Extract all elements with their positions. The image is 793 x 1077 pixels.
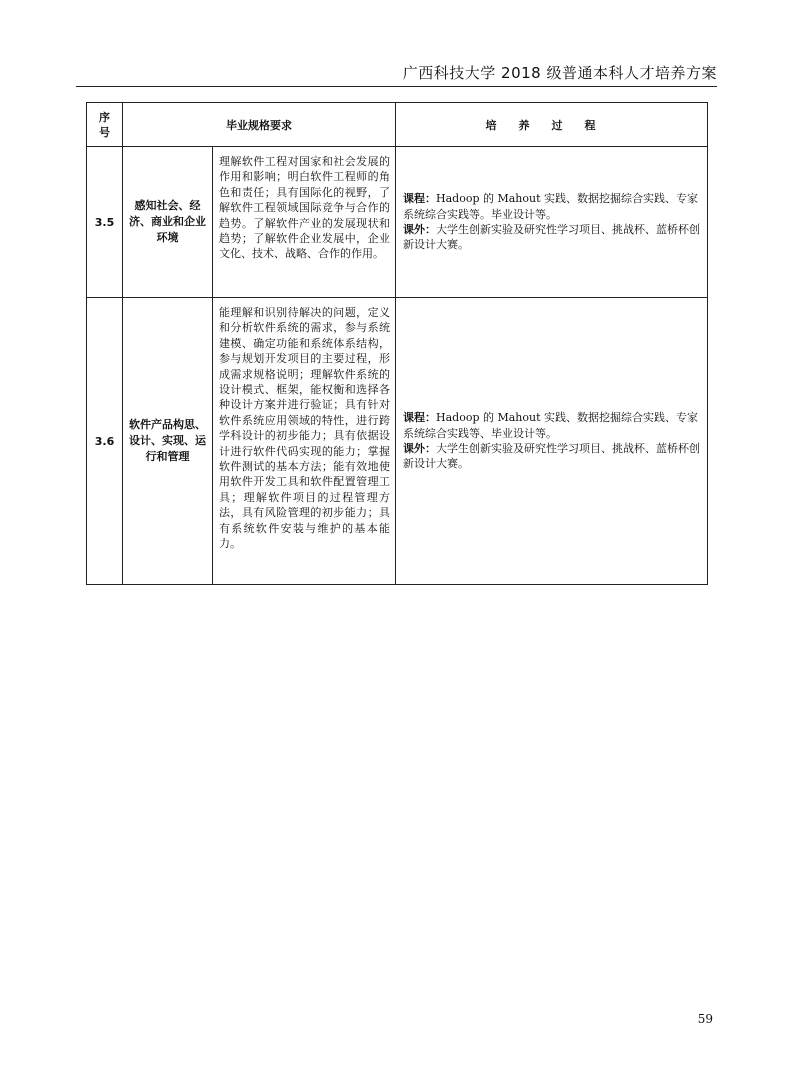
page-number: 59 — [697, 1012, 713, 1026]
table-row — [87, 147, 708, 298]
extracurricular-text: 大学生创新实验及研究性学习项目、挑战杯、蓝桥杯创新设计大赛。 — [403, 442, 700, 471]
header-rule — [76, 86, 717, 87]
course-line — [403, 191, 701, 222]
row-title: 感知社会、经济、商业和企业环境 — [123, 147, 213, 298]
header-seq — [87, 103, 123, 147]
extracurricular-label: 课外： — [403, 442, 436, 455]
course-text: Hadoop 的 Mahout 实践、数据挖掘综合实践、专家系统综合实践等。毕业设计等。 — [403, 192, 699, 221]
row-number: 3.6 — [87, 298, 123, 585]
table-header-row — [87, 103, 708, 147]
extracurricular-line — [403, 222, 701, 253]
extracurricular-line — [403, 441, 701, 472]
course-line — [403, 410, 701, 441]
course-label: 课程： — [403, 411, 436, 425]
row-number: 3.5 — [87, 147, 123, 298]
header-seq-label: 序号 — [99, 110, 110, 139]
requirements-table — [86, 102, 708, 585]
row-process — [396, 147, 708, 298]
course-label: 课程： — [403, 192, 436, 206]
header-requirements: 毕业规格要求 — [123, 103, 396, 147]
header-process-label: 培养过程 — [485, 118, 618, 132]
course-text: Hadoop 的 Mahout 实践、数据挖掘综合实践、专家系统综合实践等、毕业设计等。 — [403, 411, 699, 440]
row-description: 能理解和识别待解决的问题，定义和分析软件系统的需求，参与系统建模、确定功能和系统体系结构，参与规划开发项目的主要过程，形成需求规格说明；理解软件系统的设计模式、框架，能权衡和选择各种设计方案并进行验证；具有针对软件系统应用领域的特性，进行跨学科设计的初步能力；具有依据设计进行软件代码实现的能力；掌握软件测试的基本方法；能有效地使用软件开发工具和软件配置管理工具；理解软件项目的过程管理方法，具有风险管理的初步能力；具有系统软件安装与维护的基本能力。 — [213, 298, 396, 585]
extracurricular-text: 大学生创新实验及研究性学习项目、挑战杯、蓝桥杯创新设计大赛。 — [403, 223, 700, 252]
header-process — [396, 103, 708, 147]
row-description: 理解软件工程对国家和社会发展的作用和影响；明白软件工程师的角色和责任；具有国际化的视野，了解软件工程领域国际竞争与合作的趋势。了解软件产业的发展现状和趋势；了解软件企业发展中，企业文化、技术、战略、合作的作用。 — [213, 147, 396, 298]
row-title: 软件产品构思、设计、实现、运行和管理 — [123, 298, 213, 585]
page-header-title: 广西科技大学 2018 级普通本科人才培养方案 — [402, 64, 717, 82]
table-row — [87, 298, 708, 585]
extracurricular-label: 课外： — [403, 223, 436, 236]
row-process — [396, 298, 708, 585]
